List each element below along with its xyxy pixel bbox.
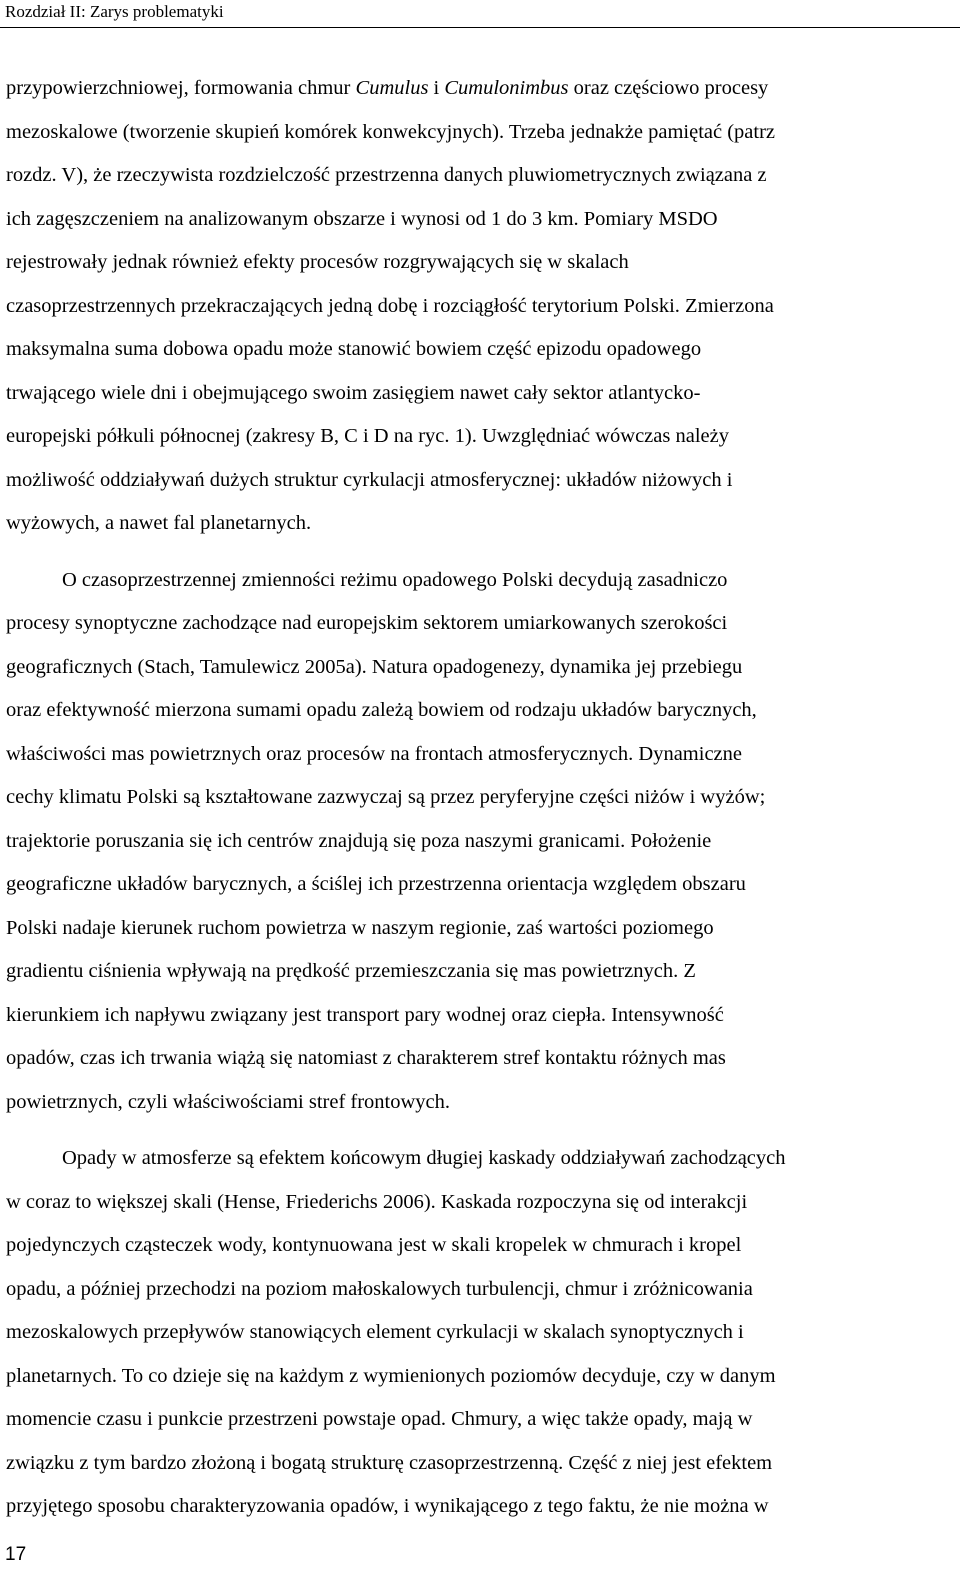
text-line: geograficznych (Stach, Tamulewicz 2005a). Natura opadogenezy, dynamika jej przebiegu xyxy=(6,655,743,678)
text-line: geograficzne układów barycznych, a ściślej ich przestrzenna orientacja względem obszaru xyxy=(6,873,746,895)
text-line: maksymalna suma dobowa opadu może stanowić bowiem część epizodu opadowego xyxy=(6,338,702,360)
text-line: właściwości mas powietrznych oraz procesów na frontach atmosferycznych. Dynamiczne xyxy=(6,742,742,765)
text-line: kierunkiem ich napływu związany jest transport pary wodnej oraz ciepła. Intensywność xyxy=(6,1003,724,1026)
header-divider xyxy=(0,27,960,28)
text-line: mezoskalowe (tworzenie skupień komórek konwekcyjnych). Trzeba jednakże pamiętać (patrz xyxy=(6,120,776,143)
italic-term: Cumulonimbus xyxy=(444,77,569,99)
text-line: ich zagęszczeniem na analizowanym obszarze i wynosi od 1 do 3 km. Pomiary MSDO xyxy=(6,207,718,230)
text-line: momencie czasu i punkcie przestrzeni powstaje opad. Chmury, a więc także opady, mają w xyxy=(6,1408,753,1430)
text-line: wyżowych, a nawet fal planetarnych. xyxy=(6,512,312,534)
text-line: Opady w atmosferze są efektem końcowym długiej kaskady oddziaływań zachodzących xyxy=(62,1147,786,1169)
text-line: gradientu ciśnienia wpływają na prędkość przemieszczania się mas powietrznych. Z xyxy=(6,960,696,982)
text-line: rejestrowały jednak również efekty procesów rozgrywających się w skalach xyxy=(6,251,629,273)
paragraph xyxy=(6,67,946,546)
italic-term: Cumulus xyxy=(355,77,429,99)
text-line: pojedynczych cząsteczek wody, kontynuowana jest w skali kropelek w chmurach i kropel xyxy=(6,1234,742,1256)
text-line: procesy synoptyczne zachodzące nad europejskim sektorem umiarkowanych szerokości xyxy=(6,612,728,634)
page-body xyxy=(6,67,946,1529)
text-line: w coraz to większej skali (Hense, Friederichs 2006). Kaskada rozpoczyna się od interakcji xyxy=(6,1190,748,1213)
text-line: O czasoprzestrzennej zmienności reżimu opadowego Polski decydują zasadniczo xyxy=(62,568,728,591)
text-line: opadów, czas ich trwania wiążą się natomiast z charakterem stref kontaktu różnych mas xyxy=(6,1047,726,1069)
text-line: czasoprzestrzennych przekraczających jedną dobę i rozciągłość terytorium Polski. Zmierzona xyxy=(6,294,774,317)
text-line: cechy klimatu Polski są kształtowane zazwyczaj są przez peryferyjne części niżów i wyżów; xyxy=(6,786,766,808)
text-line: rozdz. V), że rzeczywista rozdzielczość przestrzenna danych pluwiometrycznych związana z xyxy=(6,164,767,186)
text-line: planetarnych. To co dzieje się na każdym z wymienionych poziomów decyduje, czy w danym xyxy=(6,1364,776,1387)
running-head: Rozdział II: Zarys problematyki xyxy=(5,2,224,21)
text-line: oraz efektywność mierzona sumami opadu zależą bowiem od rodzaju układów barycznych, xyxy=(6,699,757,721)
text-line: trwającego wiele dni i obejmującego swoim zasięgiem nawet cały sektor atlantycko- xyxy=(6,381,701,404)
text-line: przypowierzchniowej, formowania chmur Cumulus i Cumulonimbus oraz częściowo procesy xyxy=(6,77,769,99)
paragraph-gap xyxy=(6,546,946,559)
paragraph xyxy=(6,559,946,1125)
text-line: możliwość oddziaływań dużych struktur cyrkulacji atmosferycznej: układów niżowych i xyxy=(6,468,733,491)
text-line: europejski półkuli północnej (zakresy B, C i D na ryc. 1). Uwzględniać wówczas należy xyxy=(6,425,729,447)
paragraph-gap xyxy=(6,1124,946,1137)
paragraph xyxy=(6,1137,946,1529)
text-line: opadu, a później przechodzi na poziom małoskalowych turbulencji, chmur i zróżnicowania xyxy=(6,1277,753,1300)
text-line: powietrznych, czyli właściwościami stref frontowych. xyxy=(6,1090,451,1113)
text-line: związku z tym bardzo złożoną i bogatą strukturę czasoprzestrzenną. Część z niej jest efektem xyxy=(6,1451,773,1474)
text-line: przyjętego sposobu charakteryzowania opadów, i wynikającego z tego faktu, że nie można w xyxy=(6,1495,769,1517)
text-line: mezoskalowych przepływów stanowiących element cyrkulacji w skalach synoptycznych i xyxy=(6,1321,744,1343)
text-line: Polski nadaje kierunek ruchom powietrza w naszym regionie, zaś wartości poziomego xyxy=(6,916,714,939)
page-number: 17 xyxy=(5,1544,27,1565)
text-line: trajektorie poruszania się ich centrów znajdują się poza naszymi granicami. Położenie xyxy=(6,829,712,852)
